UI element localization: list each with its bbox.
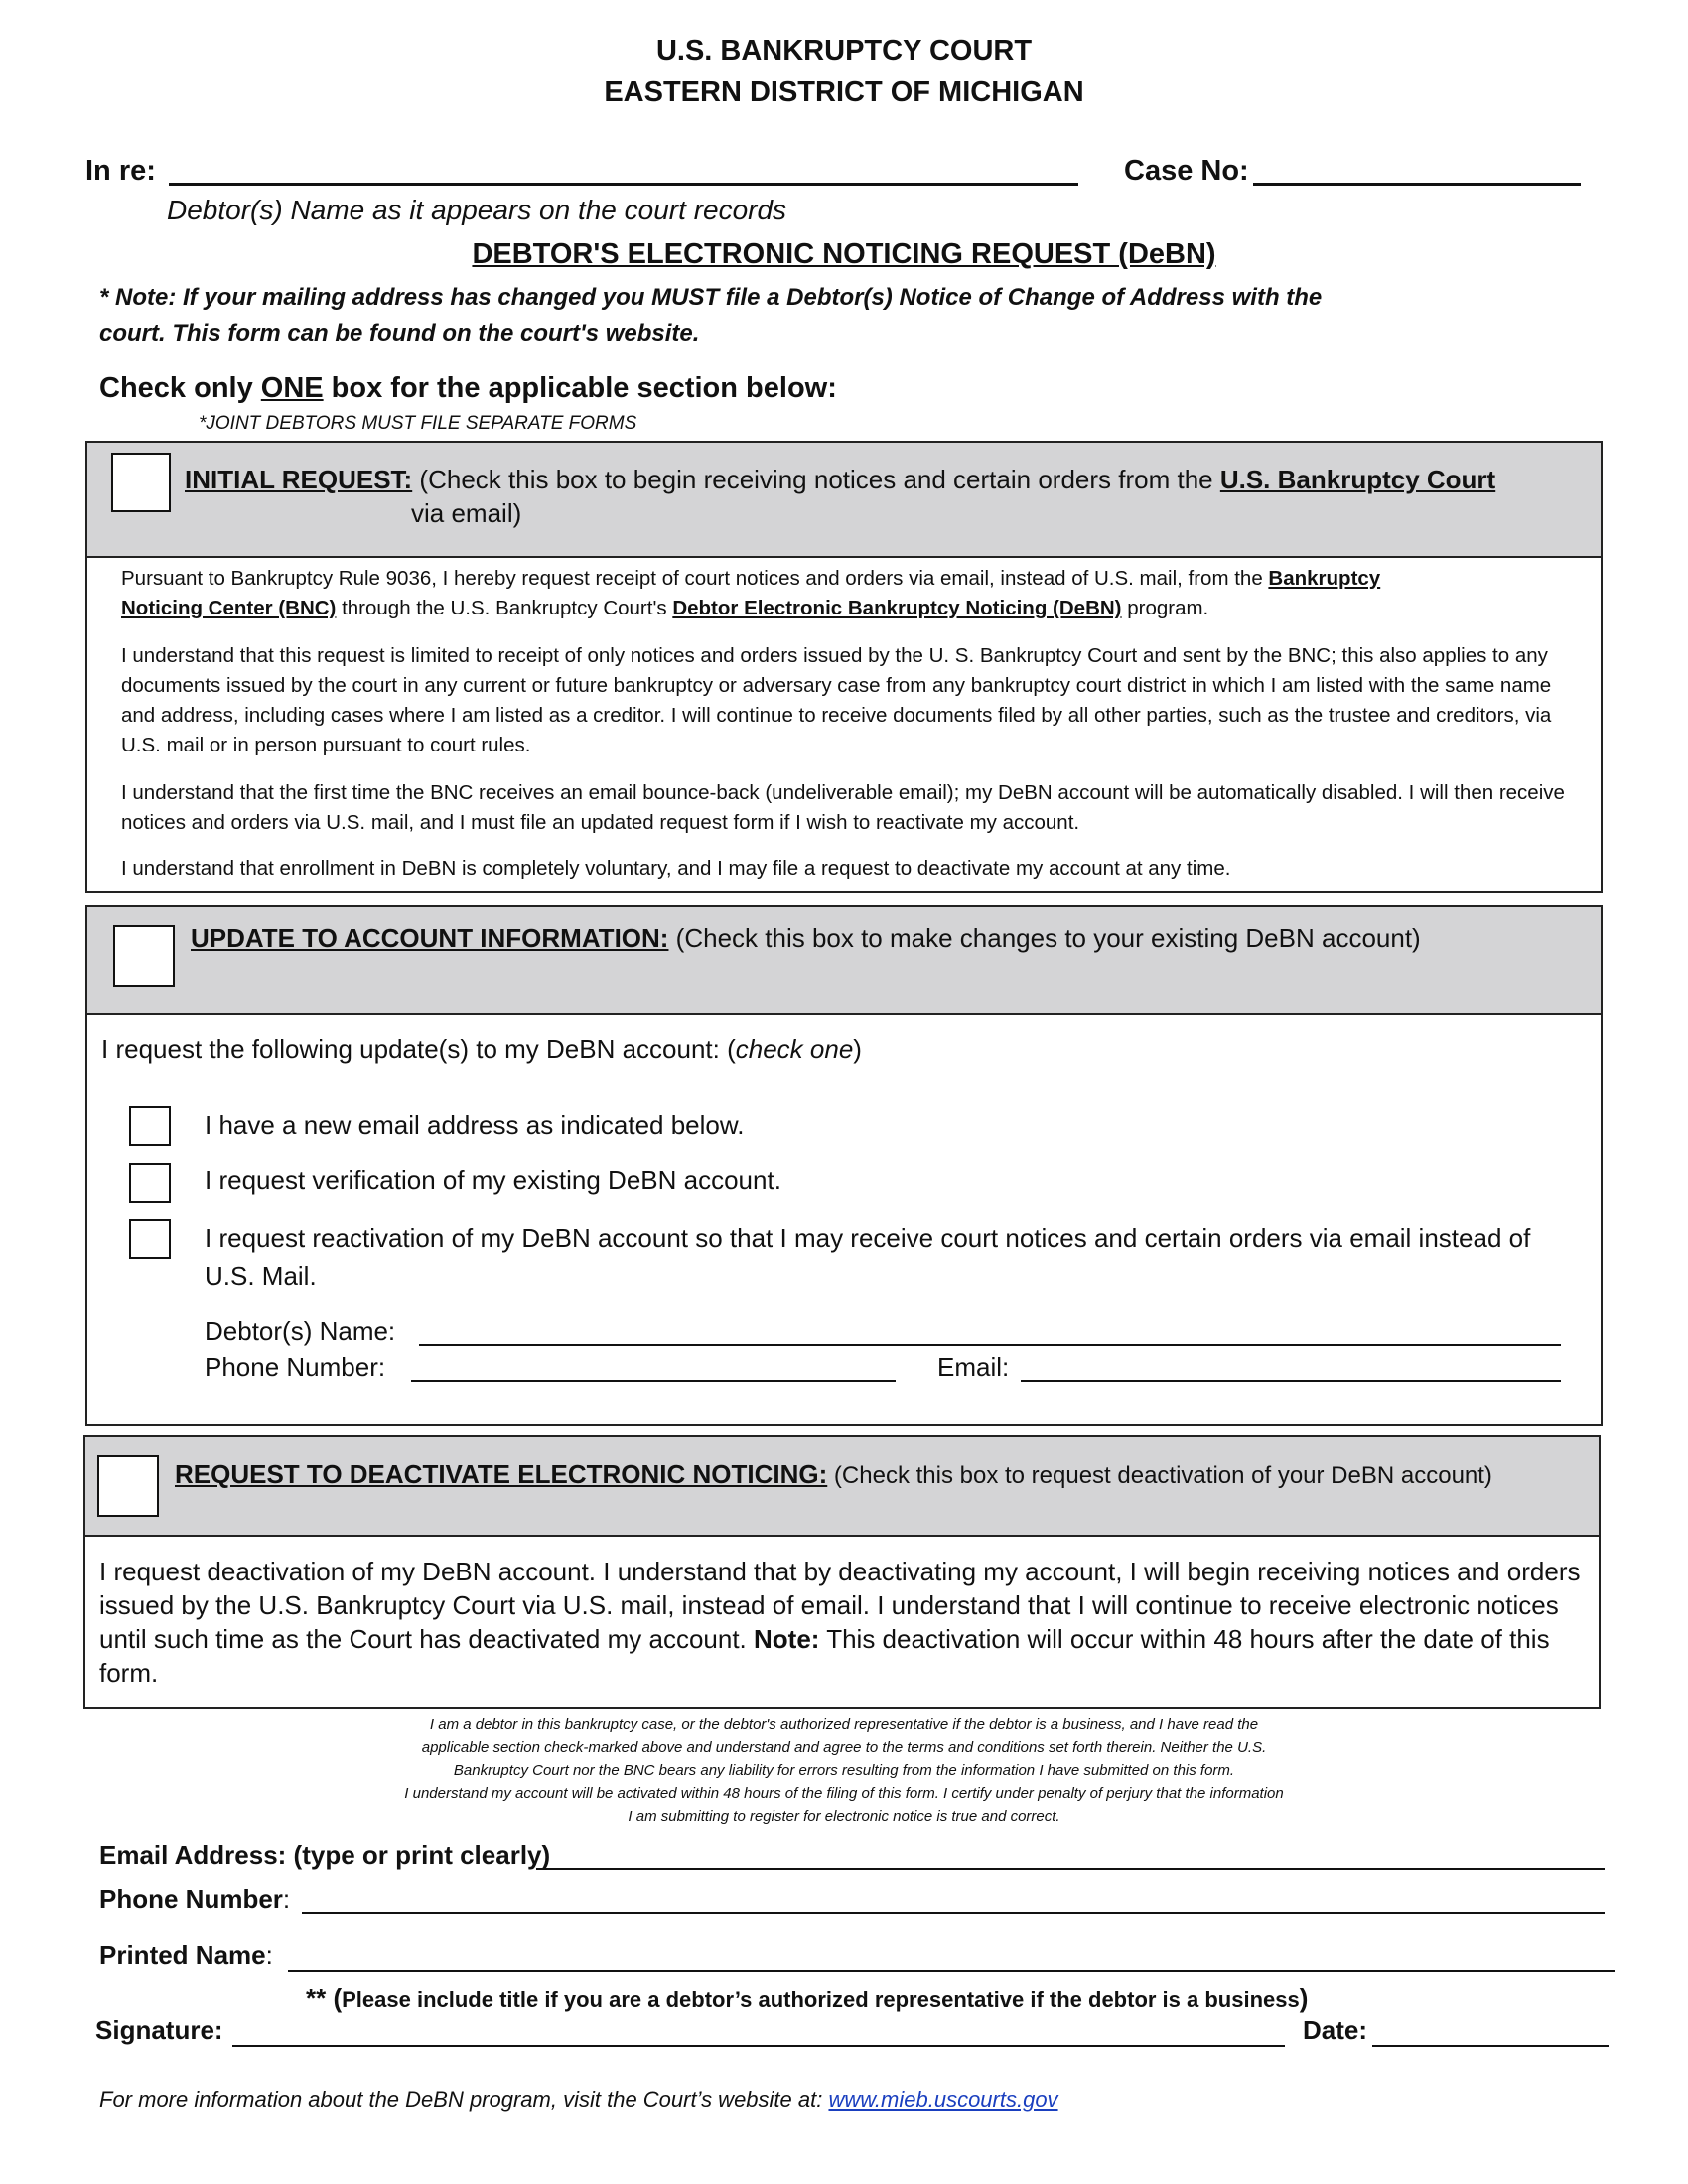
printed-name-label-text: Printed Name	[99, 1940, 266, 1970]
option-verify-checkbox[interactable]	[129, 1163, 171, 1203]
initial-p2: I understand that this request is limited to receipt of only notices and orders issued by the U. S. Bankruptcy Court and sent by the BNC; this also applies to any documents issued by the court in any current or future bankruptcy or adversary case from any bankruptcy court district in which I am listed with the same name and address, including cases where I am listed as a creditor. I will continue to receive documents filed by all other parties, such as the trustee and creditors, via U.S. mail or in person pursuant to court rules.	[121, 644, 1552, 756]
update-email-label: Email:	[937, 1352, 1010, 1382]
update-debtor-name-label: Debtor(s) Name:	[205, 1316, 396, 1346]
certification-line-1: I am a debtor in this bankruptcy case, or the debtor's authorized representative if the debtor is a business, and I have read the	[429, 1716, 1259, 1733]
initial-p1-bnc-2: Noticing Center (BNC)	[121, 597, 337, 619]
option-new-email: I have a new email address as indicated below.	[205, 1110, 745, 1140]
update-intro-post: )	[853, 1034, 862, 1064]
update-debtor-name-line[interactable]	[419, 1344, 1561, 1346]
court-name: U.S. BANKRUPTCY COURT	[655, 35, 1033, 67]
joint-debtors-note: *JOINT DEBTORS MUST FILE SEPARATE FORMS	[199, 413, 637, 434]
deactivate-header	[85, 1437, 1599, 1537]
case-no-label: Case No:	[1124, 155, 1249, 187]
initial-request-court: U.S. Bankruptcy Court	[1219, 465, 1496, 494]
phone-number-colon: :	[282, 1884, 291, 1914]
date-line[interactable]	[1372, 2045, 1609, 2047]
initial-request-desc-line2: via email)	[411, 498, 522, 528]
initial-request-desc: (Check this box to begin receiving notices and certain orders from the	[412, 465, 1220, 494]
deactivate-body	[99, 1555, 1589, 1690]
update-desc: (Check this box to make changes to your existing DeBN account)	[668, 923, 1421, 953]
form-title: DEBTOR'S ELECTRONIC NOTICING REQUEST (DeBN)	[472, 238, 1216, 270]
update-phone-label: Phone Number:	[205, 1352, 386, 1382]
initial-p4: I understand that enrollment in DeBN is completely voluntary, and I may file a request to deactivate my account at any time.	[121, 857, 1231, 880]
debtor-name-line[interactable]	[169, 183, 1078, 186]
deactivate-section	[83, 1435, 1601, 1709]
in-re-label: In re:	[85, 155, 156, 187]
initial-request-checkbox[interactable]	[111, 453, 171, 512]
option-verify: I request verification of my existing DeBN account.	[205, 1165, 781, 1195]
deactivate-body-text: I request deactivation of my DeBN account. I understand that by deactivating my account, I will begin receiving notices and orders issued by the U.S. Bankruptcy Court via U.S. mail, instead of email. I understand that I will continue to receive electronic notices until such time as the Court has deactivated my account.	[99, 1557, 1581, 1654]
check-one-instruction	[99, 372, 837, 405]
initial-request-section	[85, 441, 1603, 893]
update-heading	[191, 921, 1581, 955]
update-intro-italic: check one	[735, 1034, 854, 1064]
email-address-line[interactable]	[536, 1868, 1605, 1870]
signature-label: Signature:	[95, 2015, 223, 2045]
note-line-1: * Note: If your mailing address has changed you MUST file a Debtor(s) Notice of Change of Address with the	[99, 284, 1323, 311]
title-note-stars: ** (	[306, 1983, 343, 2013]
address-change-note	[99, 280, 1322, 351]
update-section	[85, 905, 1603, 1426]
deactivate-title: REQUEST TO DEACTIVATE ELECTRONIC NOTICING:	[175, 1459, 828, 1489]
title-note-close: )	[1299, 1983, 1309, 2013]
certification-line-5: I am submitting to register for electronic notice is true and correct.	[628, 1808, 1060, 1825]
initial-p1-debn: Debtor Electronic Bankruptcy Noticing (DeBN)	[672, 597, 1122, 619]
printed-name-line[interactable]	[288, 1970, 1615, 1972]
printed-name-colon: :	[265, 1940, 273, 1970]
date-label: Date:	[1303, 2015, 1368, 2045]
update-title: UPDATE TO ACCOUNT INFORMATION:	[191, 923, 669, 953]
option-reactivate-checkbox[interactable]	[129, 1219, 171, 1259]
initial-request-heading	[185, 463, 1575, 496]
case-no-line[interactable]	[1253, 183, 1581, 186]
instruction-one: ONE	[260, 372, 324, 404]
deactivate-note-text: This deactivation will occur within 48 hours after the date of this form.	[99, 1624, 1550, 1688]
phone-number-label-text: Phone Number	[99, 1884, 283, 1914]
initial-p1	[121, 564, 1581, 623]
printed-name-label	[99, 1940, 273, 1971]
court-district: EASTERN DISTRICT OF MICHIGAN	[604, 76, 1084, 108]
option-new-email-checkbox[interactable]	[129, 1106, 171, 1146]
phone-number-line[interactable]	[302, 1912, 1605, 1914]
update-email-line[interactable]	[1021, 1380, 1561, 1382]
deactivate-note-label: Note:	[754, 1624, 820, 1654]
certification-line-2: applicable section check-marked above and understand and agree to the terms and conditions set forth therein. Neither the U.S.	[421, 1739, 1267, 1756]
initial-p3: I understand that the first time the BNC receives an email bounce-back (undeliverable email); my DeBN account will be automatically disabled. I will then receive notices and orders via U.S. mail, and I must file an updated request form if I wish to reactivate my account.	[121, 781, 1565, 834]
update-header	[87, 907, 1601, 1015]
email-address-label: Email Address: (type or print clearly)	[99, 1841, 551, 1870]
deactivate-heading	[175, 1457, 1585, 1493]
certification-line-3: Bankruptcy Court nor the BNC bears any liability for errors resulting from the information I have submitted on this form.	[453, 1762, 1235, 1779]
option-reactivate: I request reactivation of my DeBN account so that I may receive court notices and certain orders via email instead of U.S. Mail.	[205, 1223, 1531, 1291]
initial-request-header	[87, 443, 1601, 558]
update-checkbox[interactable]	[113, 925, 175, 987]
update-intro-pre: I request the following update(s) to my DeBN account: (	[101, 1034, 736, 1064]
title-note	[306, 1983, 1308, 2014]
title-note-text: Please include title if you are a debtor’s authorized representative if the debtor is a business	[342, 1987, 1300, 2012]
deactivate-desc: (Check this box to request deactivation of your DeBN account)	[827, 1462, 1492, 1489]
initial-p1-bnc-1: Bankruptcy	[1268, 567, 1381, 590]
initial-p1-b: through the U.S. Bankruptcy Court's	[336, 597, 673, 619]
instruction-pre: Check only	[99, 372, 261, 404]
more-info	[99, 2087, 1058, 2113]
note-line-2: court. This form can be found on the court's website.	[99, 320, 700, 346]
more-info-text: For more information about the DeBN program, visit the Court’s website at:	[99, 2087, 829, 2112]
update-intro	[101, 1032, 862, 1066]
update-phone-line[interactable]	[411, 1380, 896, 1382]
instruction-post: box for the applicable section below:	[323, 372, 837, 404]
initial-p1-c: program.	[1121, 597, 1209, 619]
debtor-name-hint: Debtor(s) Name as it appears on the court records	[167, 195, 787, 225]
deactivate-checkbox[interactable]	[97, 1455, 159, 1517]
initial-p1-a: Pursuant to Bankruptcy Rule 9036, I hereby request receipt of court notices and orders via email, instead of U.S. mail, from the	[121, 567, 1269, 590]
signature-line[interactable]	[232, 2045, 1285, 2047]
initial-request-title: INITIAL REQUEST:	[185, 465, 413, 494]
certification-line-4: I understand my account will be activated within 48 hours of the filing of this form. I certify under penalty of perjury that the information	[404, 1785, 1284, 1802]
court-website-link[interactable]: www.mieb.uscourts.gov	[828, 2087, 1058, 2112]
phone-number-label	[99, 1884, 290, 1915]
